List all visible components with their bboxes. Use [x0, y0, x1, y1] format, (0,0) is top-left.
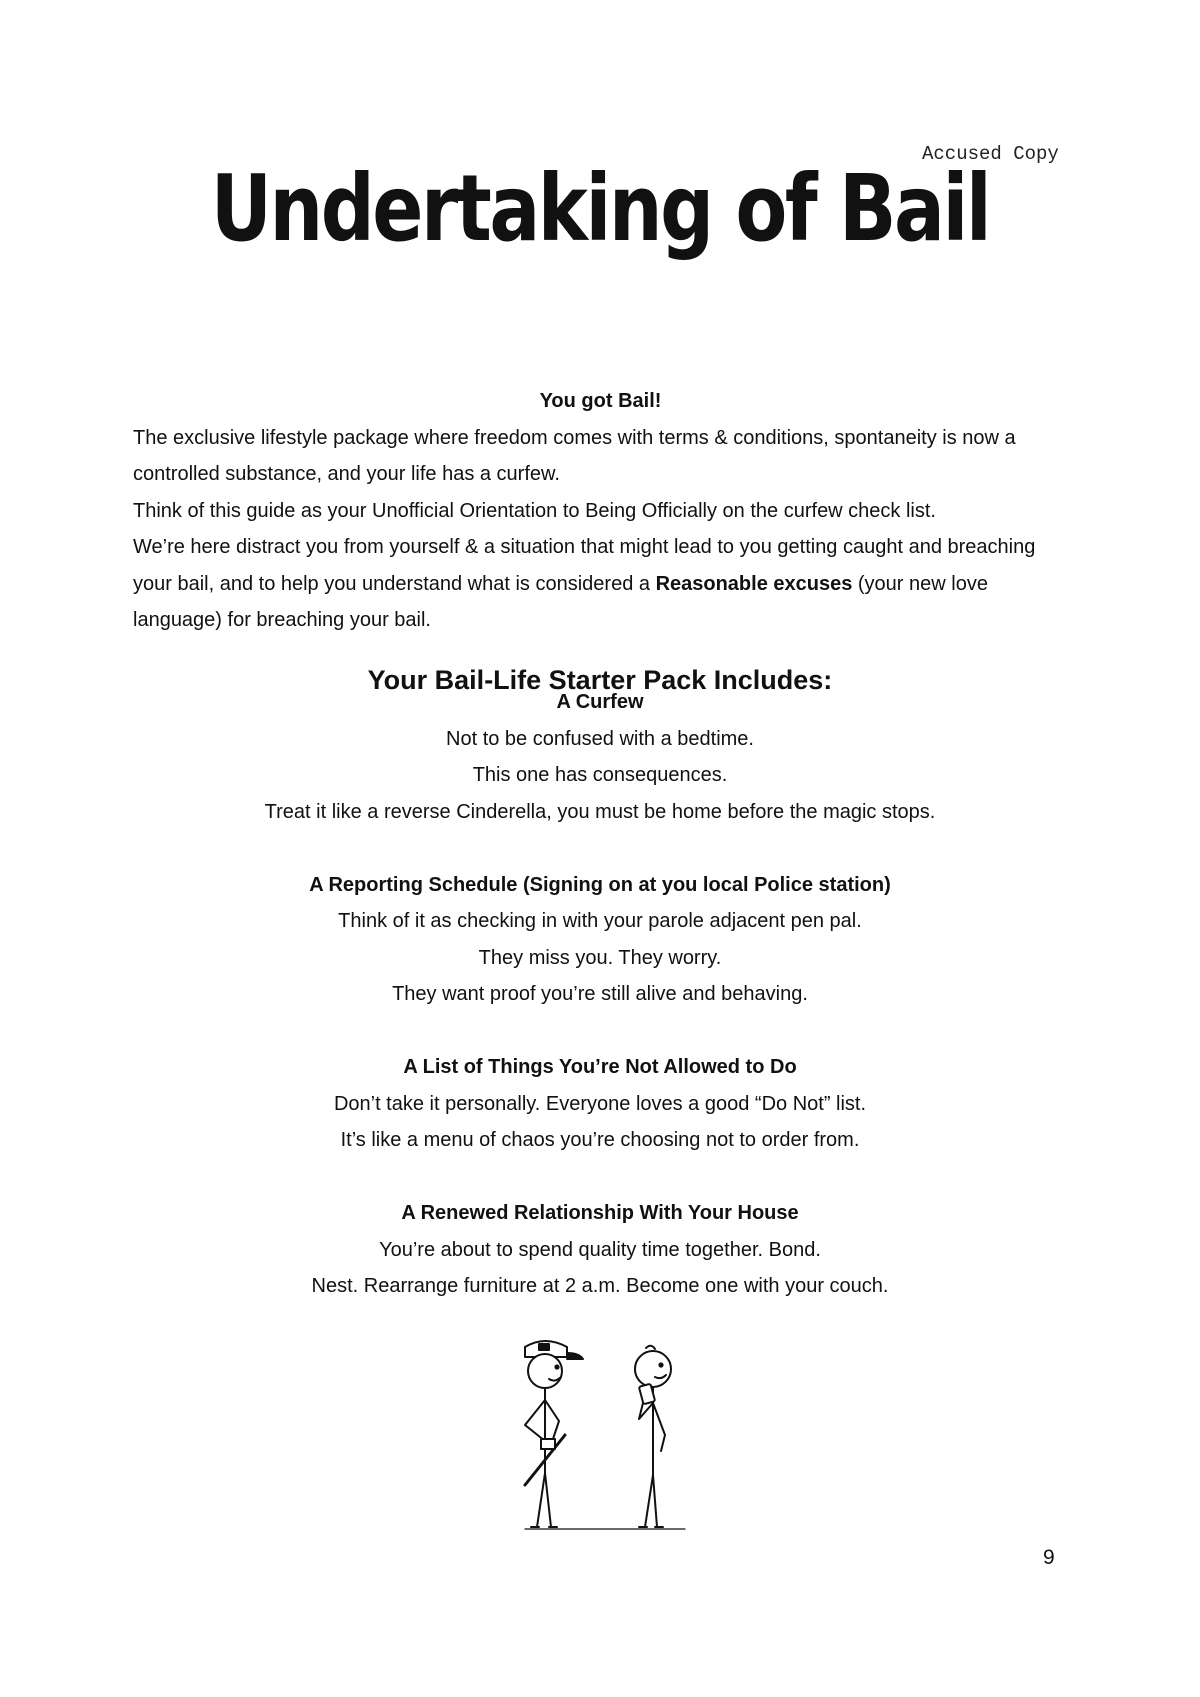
intro-paragraph-3 [133, 529, 1068, 639]
section-house-relationship [0, 1195, 1200, 1305]
section-heading: A Curfew [556, 691, 644, 713]
section-reporting-schedule [0, 867, 1200, 1013]
intro-paragraph-2: Think of this guide as your Unofficial Orientation to Being Officially on the curfew check list. [133, 499, 936, 522]
page-title: Undertaking of Bail [210, 155, 990, 262]
accused-copy-label: Accused Copy [922, 143, 1059, 165]
stick-figures-illustration [505, 1325, 705, 1545]
section-heading: A Renewed Relationship With Your House [401, 1202, 799, 1224]
intro-heading: You got Bail! [539, 390, 662, 412]
intro-paragraph-1: The exclusive lifestyle package where freedom comes with terms & conditions, spontaneity is now a controlled substance, and your life has a curfew. [133, 426, 1016, 485]
section-line: They want proof you’re still alive and behaving. [392, 983, 808, 1005]
section-heading: A Reporting Schedule (Signing on at you local Police station) [309, 873, 891, 896]
starter-pack-title: Your Bail-Life Starter Pack Includes: [367, 665, 833, 696]
intro-paragraph-3-end: (your new love language) for breaching your bail. [133, 572, 988, 631]
intro-paragraph-3-start: We’re here distract you from yourself & a situation that might lead to you getting caught and breaching your bail, and to help you understand what is considered a [133, 536, 1036, 595]
person-on-phone-figure [635, 1346, 671, 1527]
section-not-allowed-list [0, 1049, 1200, 1159]
section-line: They miss you. They worry. [478, 946, 722, 969]
section-line: You’re about to spend quality time together. Bond. [379, 1238, 821, 1261]
starter-pack-sections [0, 684, 1200, 1341]
section-line: It’s like a menu of chaos you’re choosing not to order from. [340, 1129, 860, 1151]
section-line: Nest. Rearrange furniture at 2 a.m. Become one with your couch. [311, 1275, 889, 1297]
reasonable-excuses-term: Reasonable excuses [655, 572, 853, 595]
section-line: This one has consequences. [472, 764, 728, 786]
section-line: Not to be confused with a bedtime. [446, 727, 754, 750]
page-number: 9 [1043, 1546, 1055, 1569]
section-line: Treat it like a reverse Cinderella, you must be home before the magic stops. [264, 800, 936, 823]
police-officer-figure [525, 1341, 583, 1527]
intro-block [133, 383, 1068, 639]
section-line: Think of it as checking in with your parole adjacent pen pal. [338, 910, 862, 932]
section-line: Don’t take it personally. Everyone loves a good “Do Not” list. [333, 1092, 867, 1115]
section-heading: A List of Things You’re Not Allowed to Do [403, 1056, 797, 1078]
section-curfew [0, 684, 1200, 830]
